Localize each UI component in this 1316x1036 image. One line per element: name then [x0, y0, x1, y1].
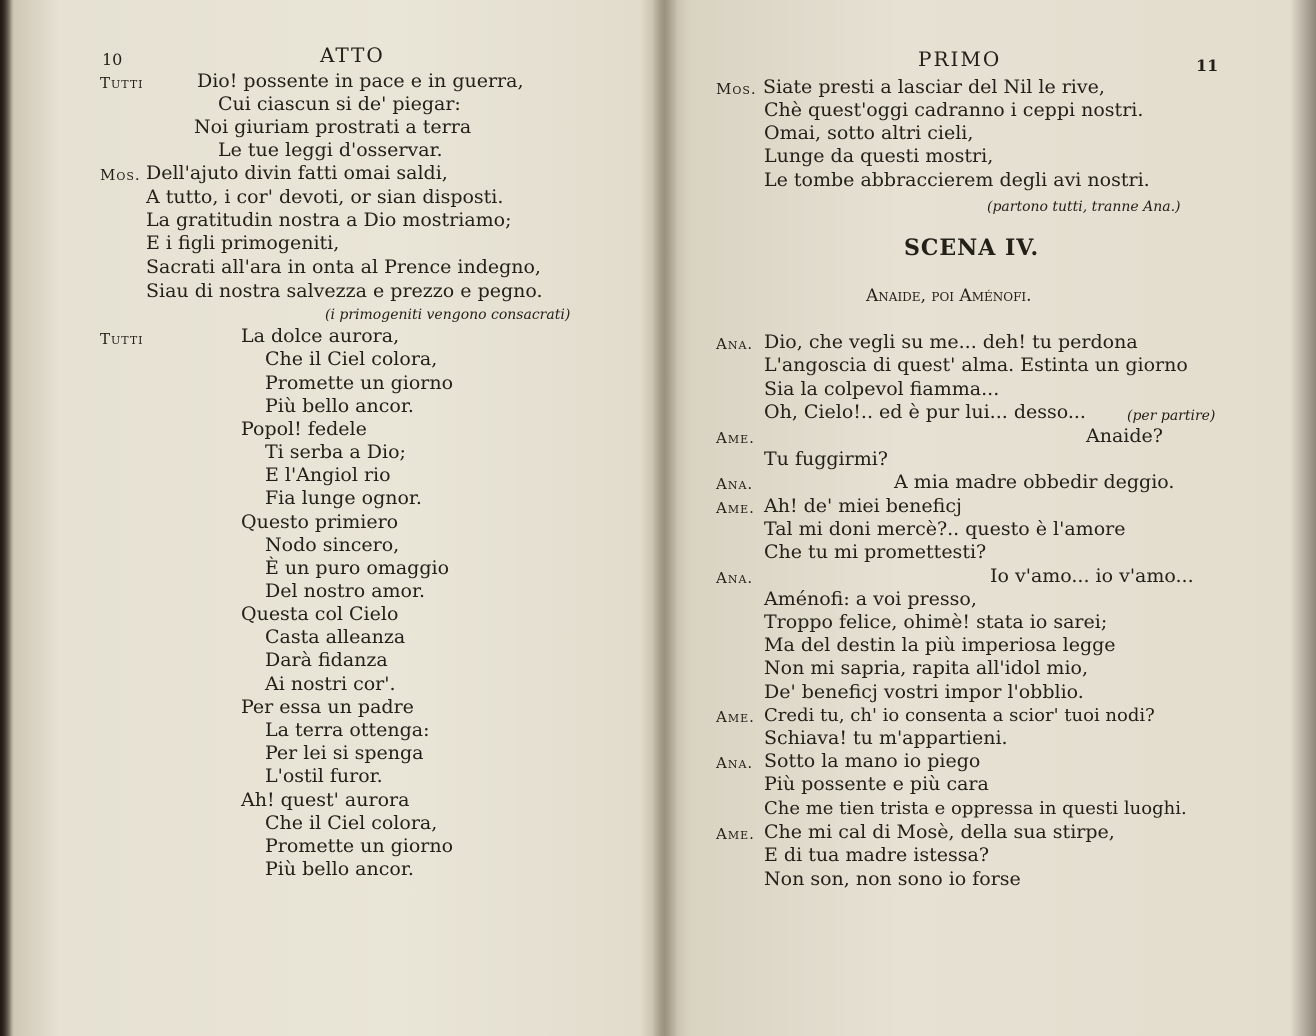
- scene-characters: Anaide, poi Aménofi.: [866, 286, 1032, 306]
- verse-line: De' beneficj vostri impor l'obblio.: [764, 681, 1084, 703]
- verse-line: La terra ottenga:: [265, 719, 430, 741]
- verse-line: Lunge da questi mostri,: [764, 145, 994, 167]
- verse-line: Per essa un padre: [241, 696, 414, 718]
- speaker-label: Ame.: [716, 499, 755, 517]
- verse-line: Dio! possente in pace e in guerra,: [197, 70, 524, 92]
- verse-line: Più bello ancor.: [265, 395, 414, 417]
- verse-line: Promette un giorno: [265, 372, 454, 394]
- stage-direction: (partono tutti, tranne Ana.): [987, 199, 1181, 215]
- verse-line: Io v'amo... io v'amo...: [990, 565, 1194, 587]
- verse-line: Casta alleanza: [265, 626, 406, 648]
- verse-line: E di tua madre istessa?: [764, 844, 990, 866]
- speaker-label: Ame.: [716, 708, 755, 726]
- speaker-label: Tutti: [100, 74, 144, 92]
- verse-line: Che mi cal di Mosè, della sua stirpe,: [764, 821, 1115, 843]
- verse-line: Sotto la mano io piego: [764, 750, 981, 772]
- verse-line: E l'Angiol rio: [265, 464, 391, 486]
- verse-line: Tal mi doni mercè?.. questo è l'amore: [764, 518, 1126, 540]
- stage-direction: (i primogeniti vengono consacrati): [325, 307, 571, 323]
- verse-line: Questa col Cielo: [241, 603, 399, 625]
- verse-line: Fia lunge ognor.: [265, 487, 422, 509]
- verse-line: Nodo sincero,: [265, 534, 400, 556]
- verse-line: L'ostil furor.: [265, 765, 383, 787]
- speaker-label: Ana.: [716, 569, 754, 587]
- verse-line: Dio, che vegli su me... deh! tu perdona: [764, 331, 1138, 353]
- page-number: 11: [1196, 56, 1219, 75]
- verse-line: Più bello ancor.: [265, 858, 414, 880]
- verse-line: Per lei si spenga: [265, 742, 424, 764]
- verse-line: Più possente e più cara: [764, 773, 989, 795]
- verse-line: È un puro omaggio: [265, 557, 450, 579]
- speaker-label: Mos.: [716, 80, 757, 98]
- speaker-label: Ame.: [716, 825, 755, 843]
- speaker-label: Mos.: [100, 166, 141, 184]
- speaker-label: Ana.: [716, 335, 754, 353]
- verse-line: Del nostro amor.: [265, 580, 426, 602]
- verse-line: Promette un giorno: [265, 835, 454, 857]
- verse-line: Che tu mi promettesti?: [764, 541, 987, 563]
- verse-line: Ai nostri cor'.: [265, 673, 396, 695]
- scene-title: SCENA IV.: [904, 235, 1040, 261]
- verse-line: A tutto, i cor' devoti, or sian disposti.: [146, 186, 504, 208]
- verse-line: Omai, sotto altri cieli,: [764, 122, 974, 144]
- page-header: ATTO: [320, 43, 385, 67]
- verse-line: Le tue leggi d'osservar.: [218, 139, 443, 161]
- verse-line: Ma del destin la più imperiosa legge: [764, 634, 1116, 656]
- verse-line: A mia madre obbedir deggio.: [894, 471, 1175, 493]
- verse-line: Ah! quest' aurora: [241, 789, 410, 811]
- speaker-label: Tutti: [100, 330, 144, 348]
- verse-line: La dolce aurora,: [241, 325, 400, 347]
- verse-line: Chè quest'oggi cadranno i ceppi nostri.: [764, 99, 1144, 121]
- verse-line: Cui ciascun si de' piegar:: [218, 93, 461, 115]
- verse-line: La gratitudin nostra a Dio mostriamo;: [146, 209, 512, 231]
- speaker-label: Ana.: [716, 754, 754, 772]
- verse-line: Questo primiero: [241, 511, 399, 533]
- verse-line: Dell'ajuto divin fatti omai saldi,: [146, 162, 448, 184]
- verse-line: Anaide?: [1086, 425, 1163, 447]
- speaker-label: Ame.: [716, 429, 755, 447]
- verse-line: Ti serba a Dio;: [265, 441, 406, 463]
- stage-direction: (per partire): [1127, 408, 1216, 424]
- verse-line: Credi tu, ch' io consenta a scior' tuoi nodi?: [764, 705, 1155, 726]
- verse-line: Non mi sapria, rapita all'idol mio,: [764, 657, 1089, 679]
- verse-line: Popol! fedele: [241, 418, 367, 440]
- verse-line: Che il Ciel colora,: [265, 812, 438, 834]
- verse-line: E i figli primogeniti,: [146, 232, 340, 254]
- verse-line: Oh, Cielo!.. ed è pur lui... desso...: [764, 401, 1086, 423]
- verse-line: L'angoscia di quest' alma. Estinta un giorno: [764, 354, 1188, 376]
- verse-line: Sacrati all'ara in onta al Prence indegno,: [146, 256, 541, 278]
- verse-line: Che il Ciel colora,: [265, 348, 438, 370]
- verse-line: Noi giuriam prostrati a terra: [194, 116, 472, 138]
- page-number: 10: [102, 50, 123, 69]
- verse-line: Siau di nostra salvezza e prezzo e pegno.: [146, 280, 543, 302]
- verse-line: Troppo felice, ohimè! stata io sarei;: [764, 611, 1108, 633]
- verse-line: Le tombe abbraccierem degli avi nostri.: [764, 169, 1150, 191]
- verse-line: Tu fuggirmi?: [764, 448, 888, 470]
- verse-line: Darà fidanza: [265, 649, 388, 671]
- verse-line: Ah! de' miei beneficj: [764, 495, 962, 517]
- speaker-label: Ana.: [716, 475, 754, 493]
- verse-line: Schiava! tu m'appartieni.: [764, 727, 1008, 749]
- verse-line: Sia la colpevol fiamma...: [764, 378, 1000, 400]
- verse-line: Che me tien trista e oppressa in questi luoghi.: [764, 798, 1187, 819]
- verse-line: Non son, non sono io forse: [764, 868, 1021, 890]
- verse-line: Siate presti a lasciar del Nil le rive,: [763, 76, 1105, 98]
- page-header: PRIMO: [918, 47, 1002, 71]
- verse-line: Aménofi: a voi presso,: [764, 588, 977, 610]
- right-page: [664, 0, 1316, 1036]
